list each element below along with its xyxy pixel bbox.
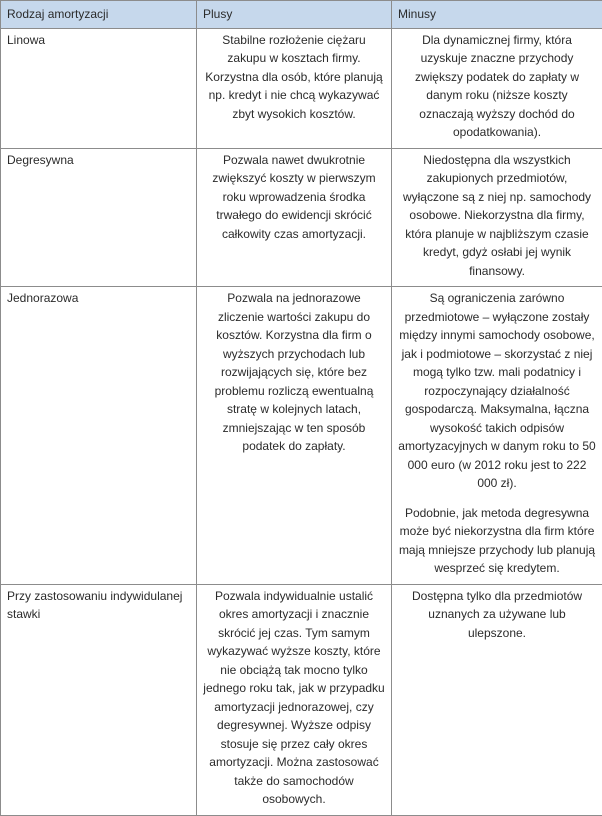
type-cell	[1, 148, 197, 287]
table-row	[1, 584, 602, 815]
minus-cell	[392, 584, 602, 815]
type-cell	[1, 287, 197, 585]
plus-text: Pozwala indywidualnie ustalić okres amortyzacji i znacznie skrócić jej czas. Tym samym wykazywać wyższe koszty, które nie obciążą tak mocno tylko jednego roku tak, jak w przypadku amortyzacji jednorazowej, czy degresywnej. Wyższe odpisy stosuje się przez cały okres amortyzacji. Można zastosować także do samochodów osobowych.	[203, 587, 385, 809]
plus-text: Pozwala nawet dwukrotnie zwiększyć koszty w pierwszym roku wprowadzenia środka trwałego do ewidencji skrócić całkowity czas amortyzacji.	[203, 151, 385, 244]
type-text: Jednorazowa	[7, 289, 190, 308]
minus-text: Są ograniczenia zarówno przedmiotowe – wyłączone zostały między innymi samochody osobowe, jak i podmiotowe – skorzystać z niej mogą tylko tzw. mali podatnicy i rozpoczynający działalność gospodarczą. Maksymalna, łączna wysokość takich odpisów amortyzacyjnych w danym roku to 50 000 euro (w 2012 roku jest to 222 000 zł).	[398, 289, 596, 493]
type-text: Degresywna	[7, 151, 190, 170]
type-cell	[1, 28, 197, 148]
minus-text: Dostępna tylko dla przedmiotów uznanych za używane lub ulepszone.	[398, 587, 596, 643]
minus-text: Niedostępna dla wszystkich zakupionych przedmiotów, wyłączone są z niej np. samochody osobowe. Niekorzystna dla firmy, która planuje w najbliższym czasie kredyt, gdyż osłabi jej wynik finansowy.	[398, 151, 596, 281]
minus-cell	[392, 148, 602, 287]
minus-text-secondary: Podobnie, jak metoda degresywna może być niekorzystna dla firm które mają mniejsze przychody lub planują wesprzeć się kredytem.	[398, 504, 596, 578]
table-row	[1, 148, 602, 287]
plus-cell	[197, 584, 392, 815]
header-row	[1, 1, 602, 29]
minus-cell	[392, 287, 602, 585]
minus-cell	[392, 28, 602, 148]
plus-cell	[197, 148, 392, 287]
table-row	[1, 28, 602, 148]
plus-text: Stabilne rozłożenie ciężaru zakupu w kosztach firmy. Korzystna dla osób, które planują np. kredyt i nie chcą wykazywać zbyt wysokich kosztów.	[203, 31, 385, 124]
header-minus: Minusy	[392, 1, 602, 29]
table-row	[1, 287, 602, 585]
header-type: Rodzaj amortyzacji	[1, 1, 197, 29]
type-cell	[1, 584, 197, 815]
type-text: Przy zastosowaniu indywidulanej stawki	[7, 587, 190, 624]
plus-cell	[197, 287, 392, 585]
header-plus: Plusy	[197, 1, 392, 29]
minus-text: Dla dynamicznej firmy, która uzyskuje znaczne przychody zwiększy podatek do zapłaty w danym roku (niższe koszty oznaczają wyższy dochód do opodatkowania).	[398, 31, 596, 142]
type-text: Linowa	[7, 31, 190, 50]
plus-text: Pozwala na jednorazowe zliczenie wartości zakupu do kosztów. Korzystna dla firm o wyższych przychodach lub rozwijających się, które bez problemu rozliczą ewentualną stratę w kolejnych latach, zmniejszając w ten sposób podatek do zapłaty.	[203, 289, 385, 456]
plus-cell	[197, 28, 392, 148]
